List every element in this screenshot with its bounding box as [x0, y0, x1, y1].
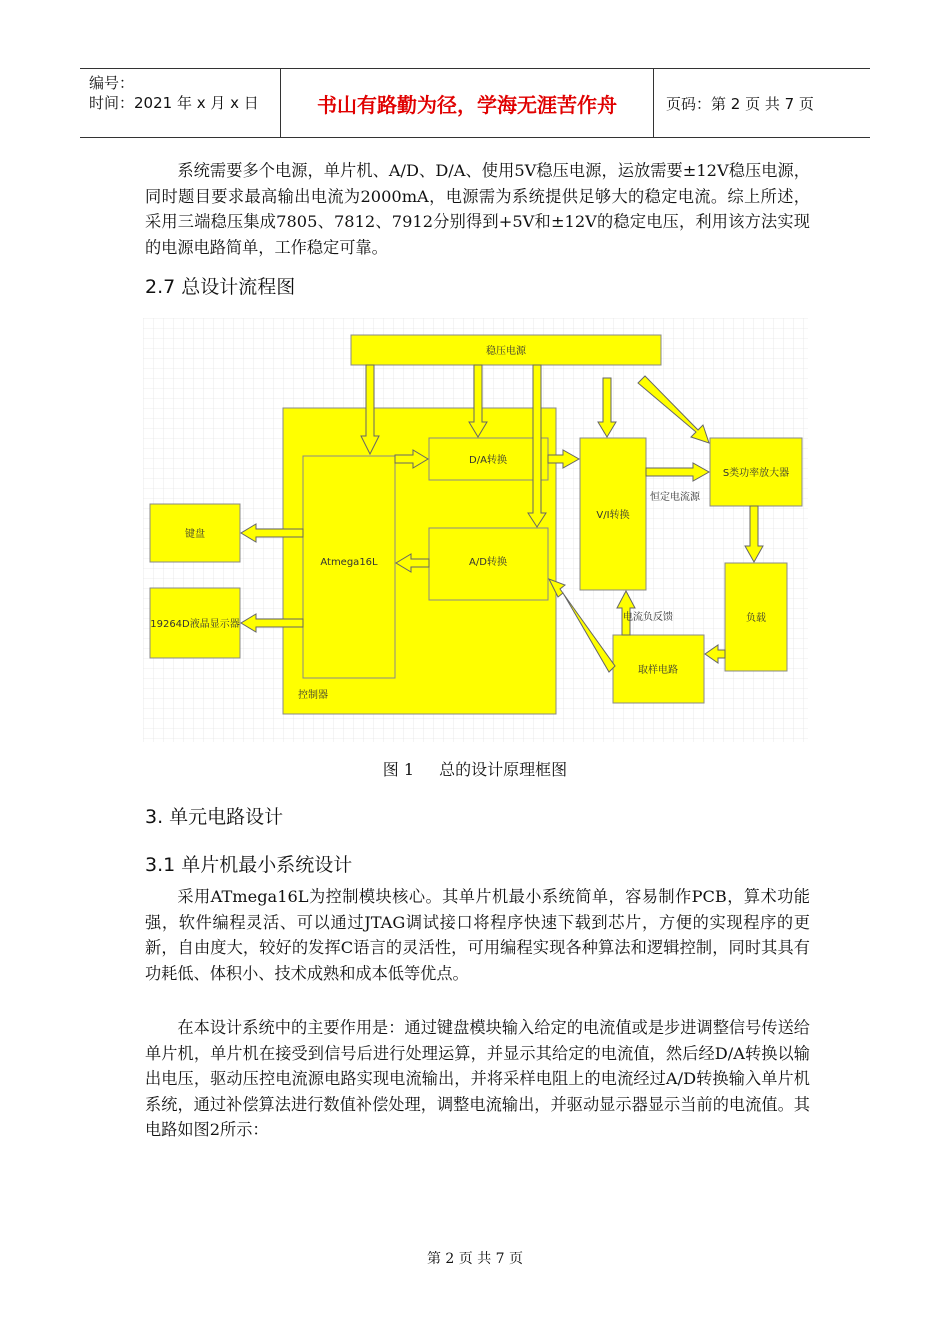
figure-caption	[0, 757, 950, 780]
intro-paragraph: 系统需要多个电源，单片机、A/D、D/A、使用5V稳压电源，运放需要±12V稳压电源，同时题目要求最高输出电流为2000mA，电源需为系统提供足够大的稳定电流。综上所述，采用三端稳压集成7805、7812、7912分别得到+5V和±12V的稳定电压，利用该方法实现的电源电路简单，工作稳定可靠。	[145, 161, 810, 257]
label-vi: V/I转换	[596, 510, 630, 521]
header-meta	[80, 69, 281, 137]
label-load: 负载	[746, 613, 766, 624]
label-keyboard: 键盘	[185, 529, 205, 540]
paragraph-3-1-b: 在本设计系统中的主要作用是：通过键盘模块输入给定的电流值或是步进调整信号传送给单片机，单片机在接受到信号后进行处理运算，并显示其给定的电流值，然后经D/A转换以输出电压，驱动压控电流源电路实现电流输出，并将采样电阻上的电流经过A/D转换输入单片机系统，通过补偿算法进行数值补偿处理，调整电流输出，并驱动显示器显示当前的电流值。其电路如图2所示：	[145, 1018, 810, 1140]
label-controller: 控制器	[298, 690, 328, 701]
section-3-1-heading: 3.1 单片机最小系统设计	[145, 854, 353, 876]
label-ad: A/D转换	[469, 557, 507, 568]
page-header	[80, 68, 870, 138]
figure-number: 图 1	[382, 760, 415, 779]
label-da: D/A转换	[469, 455, 507, 466]
paragraph-3-1-a: 采用ATmega16L为控制模块核心。其单片机最小系统简单，容易制作PCB，算术功能强，软件编程灵活、可以通过JTAG调试接口将程序快速下载到芯片，方便的实现程序的更新，自由度大，较好的发挥C语言的灵活性，可用编程实现各种算法和逻辑控制，同时其具有功耗低、体积小、技术成熟和成本低等优点。	[145, 887, 810, 983]
label-feedback: 电流负反馈	[623, 612, 673, 623]
header-page: 页码：第 2 页 共 7 页	[666, 94, 814, 113]
header-number: 编号：	[89, 74, 135, 92]
section-3-heading: 3. 单元电路设计	[145, 806, 284, 828]
figure-title: 总的设计原理框图	[439, 760, 568, 779]
label-sample: 取样电路	[638, 665, 678, 676]
label-power: 稳压电源	[486, 346, 526, 357]
block-diagram	[143, 318, 808, 742]
header-motto: 书山有路勤为径，学海无涯苦作舟	[281, 69, 654, 137]
label-mcu: Atmega16L	[320, 557, 378, 568]
header-time: 时间：2021 年 x 月 x 日	[89, 94, 259, 112]
page-footer: 第 2 页 共 7 页	[426, 1251, 524, 1267]
label-lcd: 19264D液晶显示器	[150, 619, 240, 630]
section-2-7-heading: 2.7 总设计流程图	[145, 276, 296, 298]
label-amp: S类功率放大器	[722, 468, 790, 479]
label-constant-source: 恒定电流源	[650, 492, 700, 503]
